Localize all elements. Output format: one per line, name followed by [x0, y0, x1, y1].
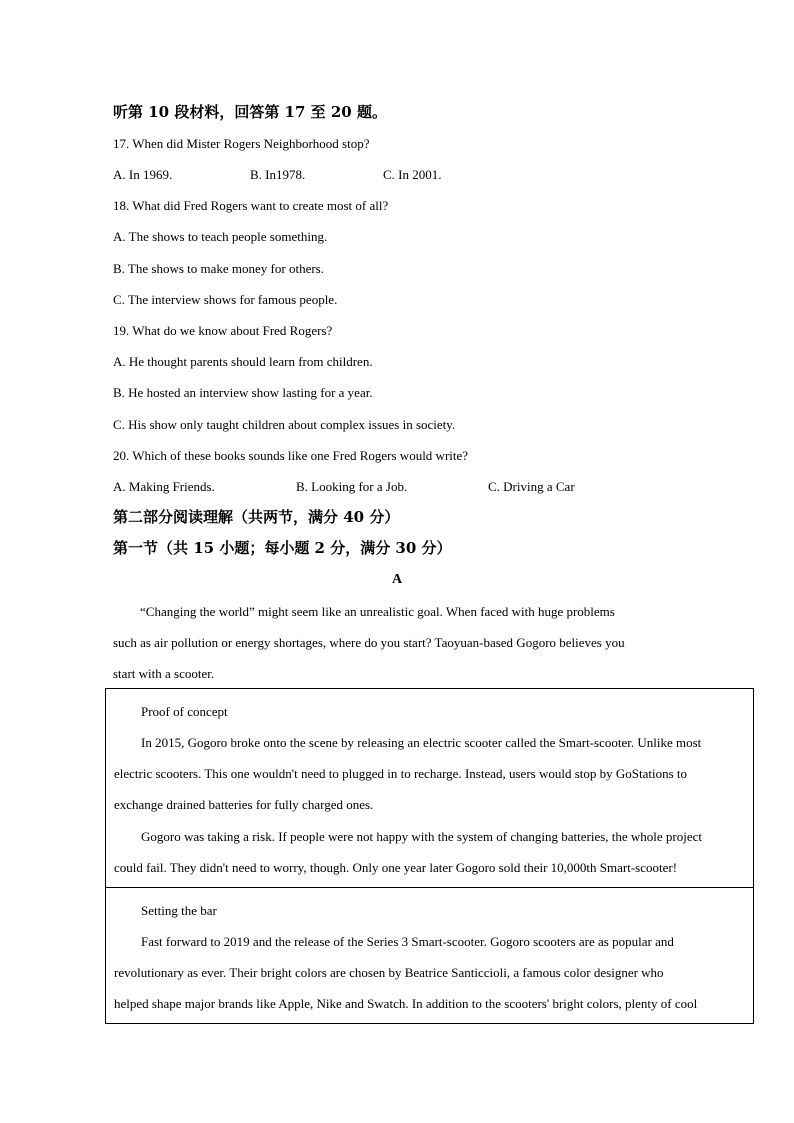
reading-part-heading: 第二部分阅读理解（共两节，满分 40 分） — [113, 508, 400, 526]
intro-line-2: such as air pollution or energy shortages, where do you start? Taoyuan-based Gogoro believes you — [113, 635, 625, 650]
box1-line-4: Gogoro was taking a risk. If people were not happy with the system of changing batteries, the whole project — [141, 829, 703, 844]
question-19-option-b: B. He hosted an interview show lasting for a year. — [113, 385, 373, 400]
question-18-option-b: B. The shows to make money for others. — [113, 261, 324, 276]
question-20-option-b: B. Looking for a Job. — [296, 479, 408, 494]
question-17-option-c: C. In 2001. — [383, 167, 442, 182]
question-17-stem: 17. When did Mister Rogers Neighborhood stop? — [113, 136, 370, 151]
box2-line-1: Fast forward to 2019 and the release of the Series 3 Smart-scooter. Gogoro scooters are as popular and — [141, 934, 674, 949]
question-19-stem: 19. What do we know about Fred Rogers? — [113, 323, 333, 338]
question-18-option-c: C. The interview shows for famous people. — [113, 292, 338, 307]
box2-line-3: helped shape major brands like Apple, Nike and Swatch. In addition to the scooters' bright colors, plenty of cool — [114, 996, 698, 1011]
intro-line-1: “Changing the world” might seem like an unrealistic goal. When faced with huge problems — [140, 604, 615, 619]
reading-section-heading: 第一节（共 15 小题；每小题 2 分，满分 30 分） — [113, 539, 452, 557]
question-18-stem: 18. What did Fred Rogers want to create most of all? — [113, 198, 389, 213]
question-19-option-c: C. His show only taught children about complex issues in society. — [113, 417, 456, 432]
question-17-option-b: B. In1978. — [250, 167, 306, 182]
question-19-option-a: A. He thought parents should learn from children. — [113, 354, 373, 369]
box2-line-2: revolutionary as ever. Their bright colors are chosen by Beatrice Santiccioli, a famous color designer who — [114, 965, 664, 980]
question-20-option-c: C. Driving a Car — [488, 479, 575, 494]
question-20-option-a: A. Making Friends. — [113, 479, 215, 494]
box2-title: Setting the bar — [141, 903, 217, 918]
box1-line-3: exchange drained batteries for fully charged ones. — [114, 797, 374, 812]
listening-heading: 听第 10 段材料，回答第 17 至 20 题。 — [113, 103, 387, 121]
box1-line-5: could fail. They didn't need to worry, though. Only one year later Gogoro sold their 10,000th Smart-scooter! — [114, 860, 678, 875]
intro-line-3: start with a scooter. — [113, 666, 215, 681]
box1-title: Proof of concept — [141, 704, 228, 719]
passage-letter: A — [391, 572, 403, 587]
proof-of-concept-box — [105, 688, 754, 888]
setting-the-bar-box — [105, 887, 754, 1024]
question-17-option-a: A. In 1969. — [113, 167, 173, 182]
question-18-option-a: A. The shows to teach people something. — [113, 229, 328, 244]
box1-line-1: In 2015, Gogoro broke onto the scene by releasing an electric scooter called the Smart-scooter. Unlike most — [141, 735, 702, 750]
box1-line-2: electric scooters. This one wouldn't need to plugged in to recharge. Instead, users would stop by GoStations to — [114, 766, 688, 781]
question-20-stem: 20. Which of these books sounds like one Fred Rogers would write? — [113, 448, 469, 463]
